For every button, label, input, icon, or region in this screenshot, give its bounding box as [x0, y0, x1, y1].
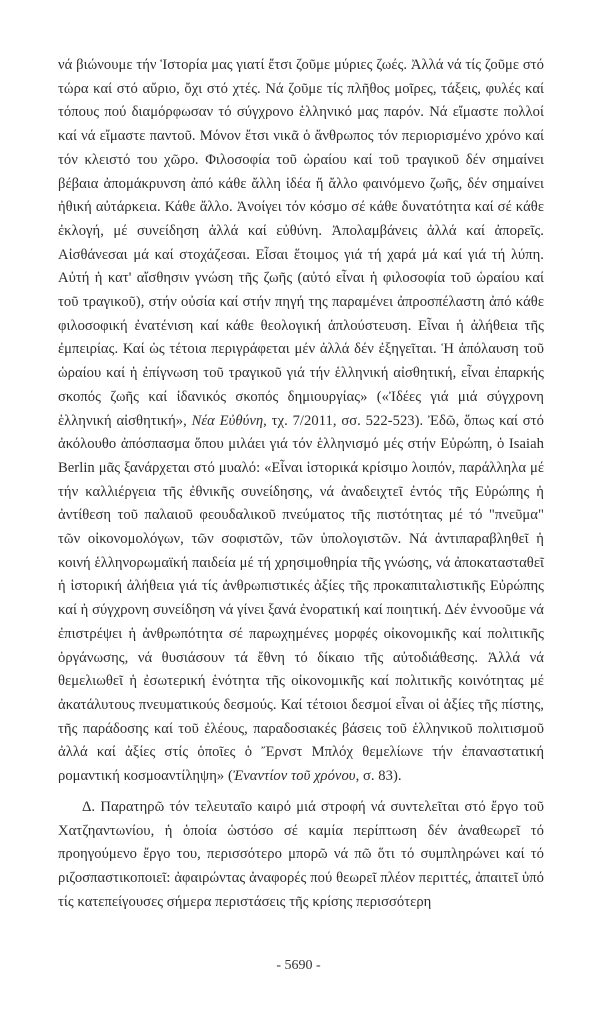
- paragraph-text: νά βιώνουμε τήν Ἱστορία μας γιατί ἔτσι ζοῦμε μύριες ζωές. Ἀλλά νά τίς ζοῦμε στό τώρα καί στό αὔριο, ὄχι στό χτές. Νά ζοῦμε τίς πλῆθος μοῖρες, τάξεις, φυλές καί τόπους πού διαμόρφωσαν τό σύγχρονο ἑλληνικό μας παρόν. Νά εἴμαστε πολλοί καί νά εἴμαστε παντοῦ. Μόνον ἔτσι νικᾶ ὁ ἄνθρωπος τόν περιορισμένο χρόνο καί τόν κλειστό του χῶρο. Φιλοσοφία τοῦ ὡραίου καί τοῦ τραγικοῦ δέν σημαίνει βέβαια ἀπομάκρυνση ἀπό κάθε ἄλλη ἰδέα ἤ ἄλλο φαινόμενο ζωῆς, δέν σημαίνει ἠθική αὐτάρκεια. Κάθε ἄλλο. Ἀνοίγει τόν κόσμο σέ κάθε δυνατότητα καί σέ κάθε ἐκλογή, μέ συνείδηση ἀλλά καί εὐθύνη. Ἀπολαμβάνεις ἀλλά καί ἀπορεῖς. Αἰσθάνεσαι μά καί στοχάζεσαι. Εἶσαι ἕτοιμος γιά τή χαρά μά καί γιά τή λύπη. Αὐτή ἡ κατ' αἴσθησιν γνώση τῆς ζωῆς (αὐτό εἶναι ἡ φιλοσοφία τοῦ ὡραίου καί τοῦ τραγικοῦ), στήν οὐσία καί στήν πηγή της παραμένει ἀπροσπέλαστη ἀπό κάθε φιλοσοφική ἐνατένιση καί κάθε θεολογική ἁπλούστευση. Εἶναι ἡ ἀλήθεια τῆς ἐμπειρίας. Καί ὡς τέτοια περιγράφεται μέν ἀλλά δέν ἐξηγεῖται. Ἡ ἀπόλαυση τοῦ ὡραίου καί ἡ ἐπίγνωση τοῦ τραγικοῦ γιά τήν ἑλληνική αἰσθητική, εἶναι ἐπαρκής σκοπός ζωῆς καί ἰδανικός σκοπός δημιουργίας» («Ἰδέες γιά μιά σύγχρονη ἑλληνική αἰσθητική»,: [58, 57, 544, 429]
- paragraph-section-d: Δ. Παρατηρῶ τόν τελευταῖο καιρό μιά στροφή νά συντελεῖται στό ἔργο τοῦ Χατζηαντωνίου, ἡ ὁποία ὡστόσο σέ καμία περίπτωση δέν ἀναθεωρεῖ τό προηγούμενο ἔργο του, περισσότερο μπορῶ νά πῶ ὅτι τό συμπληρώνει καί τό ριζοσπαστικοποιεῖ: ἀφαιρώντας ἀναφορές πού θεωρεῖ πλέον περιττές, ἀπαιτεῖ ὑπό τίς κατεπείγουσες σήμερα περιστάσεις τῆς κρίσης περισσότερη: [58, 798, 544, 910]
- journal-title: Νέα Εὐθύνη: [191, 412, 264, 429]
- paragraph-text: , σ. 83).: [355, 768, 402, 785]
- paragraph-continued: [58, 54, 544, 789]
- page-number: - 5690 -: [276, 958, 321, 973]
- book-title: Ἐναντίον τοῦ χρόνου: [232, 768, 356, 785]
- body-text: [58, 54, 544, 914]
- paragraph-text: , τχ. 7/2011, σσ. 522-523). Ἐδῶ, ὅπως καί στό ἀκόλουθο ἀπόσπασμα ὅπου μιλάει γιά τόν ἑλληνισμό μές στήν Εὐρώπη, ὁ Isaiah Berlin μᾶς ξανάρχεται στό μυαλό: «Εἶναι ἱστορικά κρίσιμο λοιπόν, παράλληλα μέ τήν καλλιέργεια τῆς ἐθνικῆς συνείδησης, νά ἀναδειχτεῖ ἐντός τῆς Εὐρώπης ἡ ἀντίθεση τοῦ παλαιοῦ φεουδαλικοῦ πνεύματος τῆς πιστότητας μέ τό "πνεῦμα" τῶν οἰκονομολόγων, τῶν σοφιστῶν, τῶν ὑπολογιστῶν. Νά ἀντιπαραβληθεῖ ἡ κοινή ἑλληνορωμαϊκή παιδεία μέ τή χρησιμοθηρία τῆς γνώσης, νά ἀποκατασταθεῖ ἡ ἱστορική ἀλήθεια γιά τίς ἀνθρωπιστικές ἀξίες τῆς προκαπιταλιστικῆς Εὐρώπης καί ἡ σύγχρονη συνείδηση νά γίνει ξανά ἐνορατική καί ποιητική. Δέν ἐννοοῦμε νά ἐπιστρέψει ἡ ἀνθρωπότητα σέ παρωχημένες μορφές οἰκονομικῆς καί πολιτικῆς ὀργάνωσης, νά θυσιάσουν τά ἔθνη τό δίκαιο τῆς αὐτοδιάθεσης. Ἀλλά νά θεμελιωθεῖ ἡ ἐσωτερική ἑνότητα τῆς οἰκονομικῆς καί πολιτικῆς κοινότητας μέ ἀκατάλυτους πνευματικούς δεσμούς. Καί τέτοιοι δεσμοί εἶναι οἱ ἀξίες τῆς πίστης, τῆς παράδοσης καί τοῦ ἐλέους, παραδοσιακές βάσεις τοῦ ἑλληνικοῦ πολιτισμοῦ ἀλλά καί ἀξίες στίς ὁποῖες ὁ Ἔρνστ Μπλόχ θεμελίωνε τήν ἐπαναστατική ρομαντική κοσμοαντίληψη» (: [58, 412, 544, 785]
